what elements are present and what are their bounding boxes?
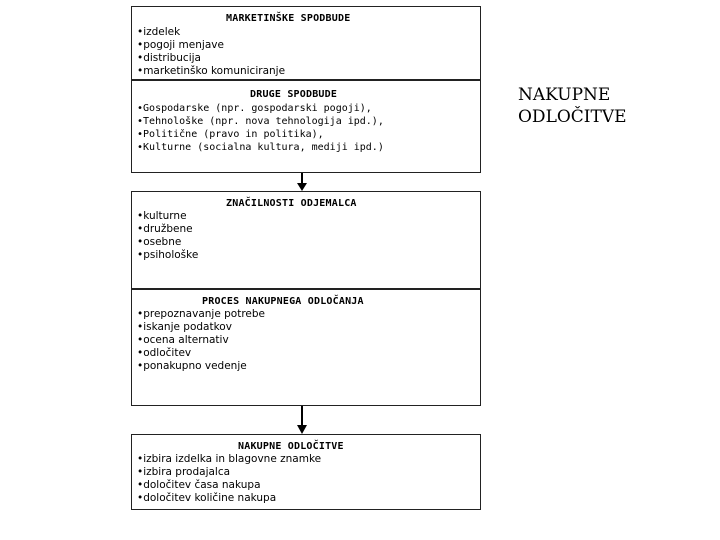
list-item: • prepoznavanje potrebe bbox=[137, 308, 265, 321]
list-item: • izbira izdelka in blagovne znamke bbox=[137, 453, 321, 466]
list-item: • izbira prodajalca bbox=[137, 466, 321, 479]
list-item: • ponakupno vedenje bbox=[137, 360, 265, 373]
other-stimuli-title: DRUGE SPODBUDE bbox=[250, 89, 338, 100]
list-item: • določitev količine nakupa bbox=[137, 492, 321, 505]
side-title-line-1: NAKUPNE bbox=[518, 85, 611, 105]
purchase-decisions-title: NAKUPNE ODLOČITVE bbox=[238, 441, 344, 452]
list-item: • osebne bbox=[137, 236, 198, 249]
list-item: • odločitev bbox=[137, 347, 265, 360]
arrow-process-to-decisions bbox=[297, 406, 307, 434]
list-item: • izdelek bbox=[137, 26, 285, 39]
list-item: • Gospodarske (npr. gospodarski pogoji), bbox=[137, 102, 384, 115]
list-item: • pogoji menjave bbox=[137, 39, 285, 52]
marketing-stimuli-title: MARKETINŠKE SPODBUDE bbox=[226, 13, 351, 24]
customer-characteristics-title: ZNAČILNOSTI ODJEMALCA bbox=[226, 198, 357, 209]
side-title-line-2: ODLOČITVE bbox=[518, 107, 627, 127]
side-title bbox=[518, 84, 627, 128]
list-item: • ocena alternativ bbox=[137, 334, 265, 347]
decision-process-title: PROCES NAKUPNEGA ODLOČANJA bbox=[202, 296, 364, 307]
list-item: • distribucija bbox=[137, 52, 285, 65]
list-item: • psihološke bbox=[137, 249, 198, 262]
list-item: • Politične (pravo in politika), bbox=[137, 128, 384, 141]
list-item: • Kulturne (socialna kultura, mediji ipd.) bbox=[137, 141, 384, 154]
arrow-stimuli-to-characteristics bbox=[297, 173, 307, 191]
list-item: • kulturne bbox=[137, 210, 198, 223]
list-item: • določitev časa nakupa bbox=[137, 479, 321, 492]
list-item: • iskanje podatkov bbox=[137, 321, 265, 334]
list-item: • družbene bbox=[137, 223, 198, 236]
list-item: • Tehnološke (npr. nova tehnologija ipd.), bbox=[137, 115, 384, 128]
list-item: • marketinško komuniciranje bbox=[137, 65, 285, 78]
